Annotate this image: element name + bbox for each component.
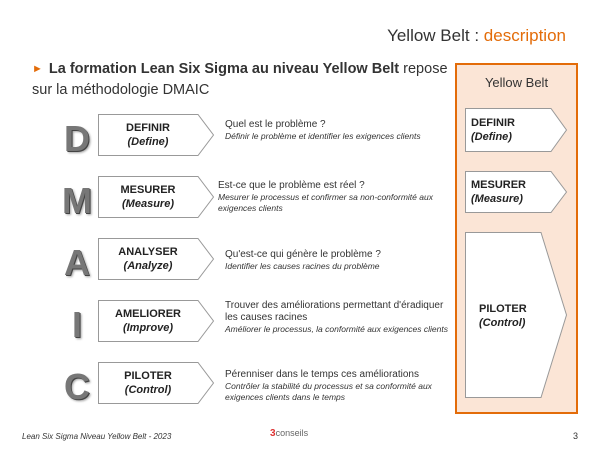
- step-measure-detail: Mesurer le processus et confirmer sa non-conformité aux exigences clients: [218, 192, 433, 213]
- panel-define-shape: [465, 108, 567, 152]
- step-improve-label: AMELIORER: [115, 308, 181, 320]
- step-define-shape: [98, 114, 214, 156]
- step-measure-label: MESURER: [120, 184, 176, 196]
- step-measure-desc: [218, 180, 453, 214]
- letter-i: I: [71, 304, 82, 345]
- footer-text: Lean Six Sigma Niveau Yellow Belt - 2023: [22, 432, 172, 441]
- logo-number: 3: [270, 428, 276, 439]
- step-analyze-shape: [98, 238, 214, 280]
- step-control-shape: [98, 362, 214, 404]
- panel-control-label: PILOTER: [479, 303, 527, 315]
- step-analyze-desc: [225, 249, 460, 272]
- intro-bold: La formation Lean Six Sigma au niveau Yellow Belt: [48, 61, 400, 77]
- page-number: 3: [572, 431, 578, 441]
- step-measure-en: (Measure): [122, 198, 174, 210]
- panel-measure-shape: [465, 171, 567, 213]
- step-analyze-label: ANALYSER: [118, 246, 178, 258]
- step-control-label: PILOTER: [124, 370, 172, 382]
- step-control-question: Pérenniser dans le temps ces améliorations: [225, 369, 419, 380]
- panel-define-label: DEFINIR: [471, 117, 515, 129]
- logo-text: conseils: [275, 428, 309, 438]
- step-define-question: Quel est le problème ?: [225, 119, 326, 130]
- letter-c: C: [64, 366, 90, 407]
- step-define-en: (Define): [127, 136, 169, 148]
- step-analyze-question: Qu'est-ce qui génère le problème ?: [225, 249, 381, 260]
- panel-control-shape: [465, 232, 567, 398]
- step-improve-detail: Améliorer le processus, la conformité aux exigences clients: [225, 324, 448, 334]
- slide-title: [387, 26, 566, 46]
- title-prefix: Yellow Belt :: [387, 26, 484, 45]
- step-improve-question: Trouver des améliorations permettant d'éradiquer les causes racines: [225, 300, 444, 323]
- step-measure-shape: [98, 176, 214, 218]
- step-control-detail: Contrôler la stabilité du processus et sa conformité aux exigences clients dans le temps: [225, 381, 432, 402]
- intro-rest: repose sur la méthodologie DMAIC: [32, 61, 448, 98]
- panel-title: Yellow Belt: [484, 75, 549, 90]
- panel-measure-label: MESURER: [471, 179, 527, 191]
- step-define-desc: [225, 119, 460, 142]
- step-define-detail: Définir le problème et identifier les exigences clients: [225, 131, 421, 141]
- letter-a: A: [64, 242, 90, 283]
- letter-m: M: [62, 180, 92, 221]
- yellow-belt-panel: [455, 63, 578, 414]
- company-logo: [270, 428, 308, 439]
- step-control-en: (Control): [124, 384, 172, 396]
- step-define-label: DEFINIR: [126, 122, 170, 134]
- step-analyze-detail: Identifier les causes racines du problème: [225, 261, 380, 271]
- step-control-desc: [225, 369, 445, 403]
- step-measure-question: Est-ce que le problème est réel ?: [218, 180, 365, 191]
- panel-define-en: (Define): [471, 131, 512, 143]
- step-improve-desc: [225, 300, 450, 335]
- letter-d: D: [64, 118, 90, 159]
- intro-text: [32, 59, 452, 100]
- panel-control-en: (Control): [479, 317, 526, 329]
- panel-measure-en: (Measure): [471, 193, 523, 205]
- step-analyze-en: (Analyze): [123, 260, 173, 272]
- triangle-bullet-icon: ►: [32, 63, 43, 75]
- step-improve-en: (Improve): [122, 322, 174, 334]
- title-accent: description: [483, 26, 566, 45]
- step-improve-shape: [98, 300, 214, 342]
